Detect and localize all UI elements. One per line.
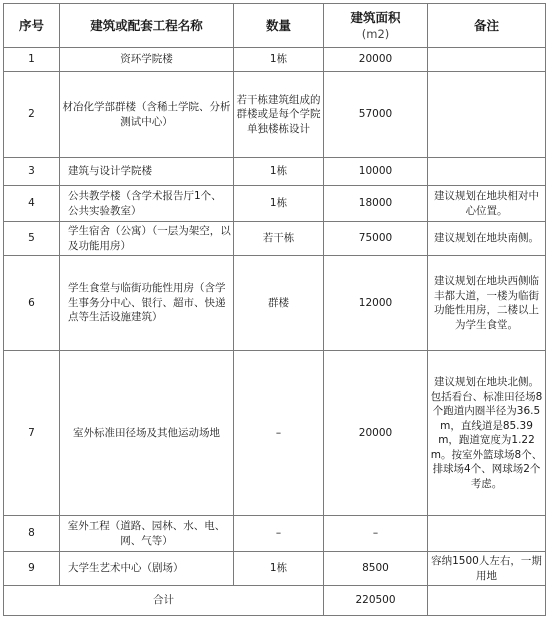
table-row	[4, 186, 546, 222]
row-index: 9	[4, 552, 60, 586]
row-qty: 1栋	[234, 186, 324, 222]
row-name: 室外标准田径场及其他运动场地	[60, 351, 234, 516]
table-row	[4, 72, 546, 158]
header-index: 序号	[4, 4, 60, 48]
row-note: 容纳1500人左右，一期用地	[428, 552, 546, 586]
row-note: 建议规划在地块相对中心位置。	[428, 186, 546, 222]
table-row	[4, 48, 546, 72]
row-area: –	[324, 516, 428, 552]
row-qty: 若干栋	[234, 222, 324, 256]
row-area: 18000	[324, 186, 428, 222]
row-qty: 1栋	[234, 48, 324, 72]
row-name: 室外工程（道路、园林、水、电、网、气等）	[60, 516, 234, 552]
row-name: 学生食堂与临街功能性用房（含学生事务分中心、银行、超市、快递点等生活设施建筑）	[60, 256, 234, 351]
row-area: 10000	[324, 158, 428, 186]
row-name: 建筑与设计学院楼	[60, 158, 234, 186]
header-area-label: 建筑面积	[350, 9, 401, 25]
building-program-table	[3, 3, 546, 616]
table-row	[4, 256, 546, 351]
row-index: 4	[4, 186, 60, 222]
table-row	[4, 516, 546, 552]
row-note	[428, 48, 546, 72]
total-note	[428, 586, 546, 616]
row-note: 建议规划在地块西侧临丰都大道，一楼为临街功能性用房，二楼以上为学生食堂。	[428, 256, 546, 351]
row-qty: –	[234, 516, 324, 552]
header-area-unit: (m2)	[361, 26, 390, 41]
row-area: 75000	[324, 222, 428, 256]
row-name: 材冶化学部群楼（含稀土学院、分析测试中心）	[60, 72, 234, 158]
header-qty: 数量	[234, 4, 324, 48]
total-row	[4, 586, 546, 616]
table-row	[4, 222, 546, 256]
row-index: 8	[4, 516, 60, 552]
row-area: 12000	[324, 256, 428, 351]
row-name: 学生宿舍（公寓）（一层为架空，以及功能用房）	[60, 222, 234, 256]
table-row	[4, 158, 546, 186]
row-name: 大学生艺术中心（剧场）	[60, 552, 234, 586]
row-note	[428, 158, 546, 186]
row-qty: 1栋	[234, 158, 324, 186]
table-row	[4, 351, 546, 516]
header-row	[4, 4, 546, 48]
row-index: 7	[4, 351, 60, 516]
row-note	[428, 516, 546, 552]
table-row	[4, 552, 546, 586]
row-note	[428, 72, 546, 158]
header-name: 建筑或配套工程名称	[60, 4, 234, 48]
header-area	[324, 4, 428, 48]
row-index: 6	[4, 256, 60, 351]
total-label: 合计	[4, 586, 324, 616]
row-qty: 1栋	[234, 552, 324, 586]
header-note: 备注	[428, 4, 546, 48]
row-index: 1	[4, 48, 60, 72]
row-qty: 若干栋建筑组成的群楼或是每个学院单独楼栋设计	[234, 72, 324, 158]
row-name: 公共教学楼（含学术报告厅1个、公共实验教室）	[60, 186, 234, 222]
row-area: 20000	[324, 351, 428, 516]
row-qty: –	[234, 351, 324, 516]
row-name: 资环学院楼	[60, 48, 234, 72]
row-area: 57000	[324, 72, 428, 158]
row-note: 建议规划在地块南侧。	[428, 222, 546, 256]
row-note: 建议规划在地块北侧。包括看台、标准田径场8个跑道内圈半径为36.5m，直线道是85.39m，跑道宽度为1.22m。按室外篮球场8个、排球场4个、网球场2个考虑。	[428, 351, 546, 516]
row-index: 5	[4, 222, 60, 256]
row-area: 20000	[324, 48, 428, 72]
row-index: 3	[4, 158, 60, 186]
row-area: 8500	[324, 552, 428, 586]
row-qty: 群楼	[234, 256, 324, 351]
row-index: 2	[4, 72, 60, 158]
total-area: 220500	[324, 586, 428, 616]
